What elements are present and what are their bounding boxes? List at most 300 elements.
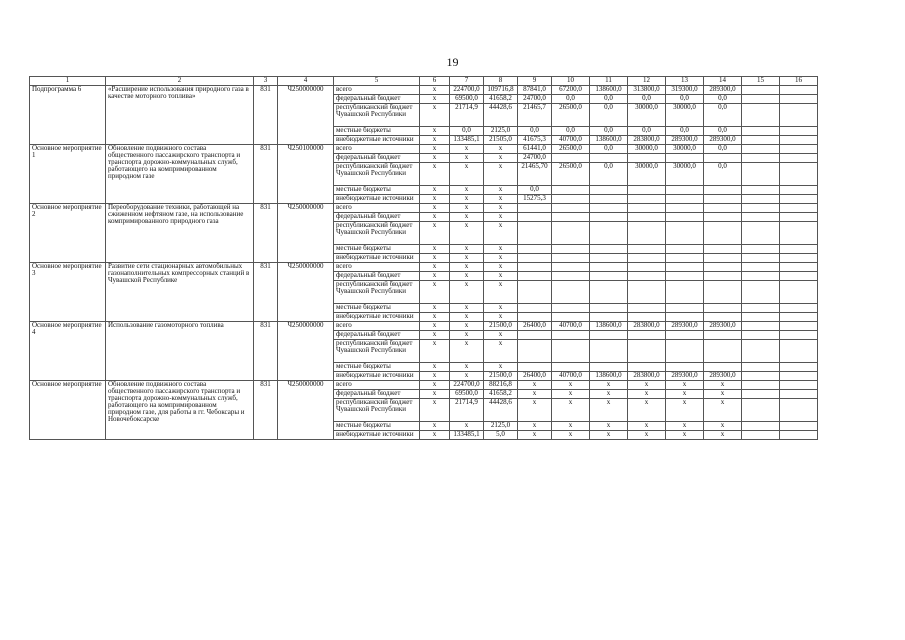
- value-cell: 21465,70: [518, 163, 552, 186]
- value-cell: x: [666, 422, 704, 431]
- value-cell: x: [450, 222, 484, 245]
- value-cell: 0,0: [704, 163, 742, 186]
- value-cell: [552, 254, 590, 263]
- value-cell: [590, 313, 628, 322]
- value-cell: 289300,0: [666, 322, 704, 331]
- value-cell: [628, 245, 666, 254]
- value-cell: 41675,3: [518, 136, 552, 145]
- value-cell: 40700,0: [552, 372, 590, 381]
- value-cell: [590, 222, 628, 245]
- value-cell: [552, 154, 590, 163]
- value-cell: [590, 204, 628, 213]
- value-cell: x: [666, 431, 704, 440]
- value-cell: [742, 104, 780, 127]
- value-cell: [742, 254, 780, 263]
- value-cell: [628, 154, 666, 163]
- value-cell: 30000,0: [666, 145, 704, 154]
- group-col3: 831: [254, 322, 278, 381]
- funding-source-label: республиканский бюджет Чувашской Республики: [334, 340, 420, 363]
- group-code: Ч250000000: [278, 204, 334, 263]
- funding-source-label: внебюджетные источники: [334, 372, 420, 381]
- value-cell: [704, 331, 742, 340]
- value-cell: [590, 304, 628, 313]
- value-cell: 138600,0: [590, 86, 628, 95]
- value-cell: [628, 254, 666, 263]
- value-cell: [552, 313, 590, 322]
- value-cell: [518, 340, 552, 363]
- group-description: «Расширение использования природного газа в качестве моторного топлива»: [106, 86, 254, 145]
- funding-source-label: всего: [334, 322, 420, 331]
- value-cell: x: [420, 304, 450, 313]
- value-cell: [666, 254, 704, 263]
- value-cell: [628, 331, 666, 340]
- value-cell: [666, 281, 704, 304]
- group-name: Основное мероприятие 2: [30, 204, 106, 263]
- value-cell: [590, 154, 628, 163]
- value-cell: x: [420, 363, 450, 372]
- value-cell: x: [484, 163, 518, 186]
- funding-source-label: местные бюджеты: [334, 304, 420, 313]
- value-cell: [704, 245, 742, 254]
- value-cell: x: [704, 431, 742, 440]
- value-cell: x: [450, 322, 484, 331]
- group-description: Обновление подвижного состава общественного пассажирского транспорта и транспорта дорожно-коммунальных служб, работающего на компримированном природном газе, для работы в гг. Чебоксары и Новочебоксарске: [106, 381, 254, 440]
- value-cell: 0,0: [704, 104, 742, 127]
- value-cell: x: [420, 222, 450, 245]
- value-cell: x: [552, 390, 590, 399]
- value-cell: 41658,2: [484, 390, 518, 399]
- funding-source-label: федеральный бюджет: [334, 331, 420, 340]
- value-cell: [742, 186, 780, 195]
- value-cell: 44428,6: [484, 104, 518, 127]
- value-cell: x: [484, 254, 518, 263]
- value-cell: [780, 145, 818, 154]
- value-cell: x: [484, 340, 518, 363]
- value-cell: x: [450, 263, 484, 272]
- value-cell: [628, 204, 666, 213]
- value-cell: [742, 281, 780, 304]
- value-cell: 133485,1: [450, 136, 484, 145]
- funding-source-label: всего: [334, 145, 420, 154]
- group-name: Основное мероприятие 1: [30, 145, 106, 204]
- value-cell: [780, 95, 818, 104]
- column-header-16: 16: [780, 77, 818, 86]
- value-cell: x: [420, 127, 450, 136]
- value-cell: [742, 304, 780, 313]
- funding-source-label: республиканский бюджет Чувашской Республики: [334, 222, 420, 245]
- group-description: Обновление подвижного состава общественного пассажирского транспорта и транспорта дорожно-коммунальных служб, работающего на компримированном природном газе: [106, 145, 254, 204]
- value-cell: x: [450, 254, 484, 263]
- value-cell: 0,0: [704, 145, 742, 154]
- value-cell: 0,0: [590, 95, 628, 104]
- value-cell: [590, 331, 628, 340]
- funding-source-label: местные бюджеты: [334, 186, 420, 195]
- value-cell: x: [420, 281, 450, 304]
- value-cell: [628, 363, 666, 372]
- value-cell: x: [420, 95, 450, 104]
- value-cell: x: [552, 422, 590, 431]
- value-cell: 26500,0: [552, 145, 590, 154]
- value-cell: [704, 263, 742, 272]
- table-row: [30, 204, 818, 213]
- value-cell: 313800,0: [628, 86, 666, 95]
- value-cell: [780, 254, 818, 263]
- value-cell: x: [628, 390, 666, 399]
- value-cell: x: [484, 186, 518, 195]
- value-cell: 0,0: [518, 186, 552, 195]
- value-cell: [590, 186, 628, 195]
- value-cell: [518, 263, 552, 272]
- value-cell: [780, 104, 818, 127]
- value-cell: [780, 222, 818, 245]
- funding-source-label: республиканский бюджет Чувашской Республики: [334, 399, 420, 422]
- column-header-4: 4: [278, 77, 334, 86]
- value-cell: [742, 127, 780, 136]
- value-cell: x: [484, 213, 518, 222]
- funding-source-label: внебюджетные источники: [334, 195, 420, 204]
- value-cell: 0,0: [666, 127, 704, 136]
- value-cell: [666, 304, 704, 313]
- funding-source-label: федеральный бюджет: [334, 154, 420, 163]
- funding-source-label: республиканский бюджет Чувашской Республики: [334, 163, 420, 186]
- value-cell: x: [420, 245, 450, 254]
- value-cell: [780, 422, 818, 431]
- value-cell: [552, 272, 590, 281]
- column-header-3: 3: [254, 77, 278, 86]
- value-cell: [628, 222, 666, 245]
- value-cell: [666, 195, 704, 204]
- value-cell: x: [420, 399, 450, 422]
- value-cell: [704, 195, 742, 204]
- value-cell: x: [628, 399, 666, 422]
- value-cell: [742, 195, 780, 204]
- value-cell: [628, 213, 666, 222]
- value-cell: 138600,0: [590, 372, 628, 381]
- value-cell: x: [420, 313, 450, 322]
- value-cell: 41658,2: [484, 95, 518, 104]
- value-cell: x: [420, 145, 450, 154]
- value-cell: x: [450, 272, 484, 281]
- value-cell: [704, 254, 742, 263]
- value-cell: x: [704, 381, 742, 390]
- value-cell: [518, 304, 552, 313]
- value-cell: [742, 340, 780, 363]
- value-cell: [518, 363, 552, 372]
- group-description: Развитие сети стационарных автомобильных газонаполнительных компрессорных станций в Чувашской Республике: [106, 263, 254, 322]
- value-cell: [742, 154, 780, 163]
- value-cell: [628, 340, 666, 363]
- value-cell: [666, 186, 704, 195]
- value-cell: x: [518, 390, 552, 399]
- value-cell: 319300,0: [666, 86, 704, 95]
- value-cell: [666, 340, 704, 363]
- group-col3: 831: [254, 381, 278, 440]
- value-cell: [742, 399, 780, 422]
- value-cell: [552, 263, 590, 272]
- value-cell: [742, 431, 780, 440]
- value-cell: [704, 272, 742, 281]
- value-cell: x: [518, 381, 552, 390]
- value-cell: [742, 86, 780, 95]
- value-cell: 133485,1: [450, 431, 484, 440]
- value-cell: [628, 263, 666, 272]
- value-cell: x: [420, 136, 450, 145]
- value-cell: x: [420, 390, 450, 399]
- value-cell: 224700,0: [450, 86, 484, 95]
- value-cell: 0,0: [666, 95, 704, 104]
- value-cell: 0,0: [518, 127, 552, 136]
- value-cell: [742, 163, 780, 186]
- table-body: [30, 77, 818, 440]
- value-cell: 26400,0: [518, 372, 552, 381]
- value-cell: 289300,0: [704, 136, 742, 145]
- value-cell: [780, 331, 818, 340]
- value-cell: 87841,0: [518, 86, 552, 95]
- value-cell: [780, 263, 818, 272]
- value-cell: [704, 222, 742, 245]
- value-cell: 109716,8: [484, 86, 518, 95]
- value-cell: x: [450, 372, 484, 381]
- value-cell: x: [552, 399, 590, 422]
- value-cell: x: [484, 263, 518, 272]
- value-cell: [552, 204, 590, 213]
- funding-source-label: всего: [334, 204, 420, 213]
- column-header-8: 8: [484, 77, 518, 86]
- value-cell: 30000,0: [628, 145, 666, 154]
- value-cell: [780, 363, 818, 372]
- value-cell: [628, 281, 666, 304]
- value-cell: x: [450, 213, 484, 222]
- value-cell: [518, 272, 552, 281]
- value-cell: 88216,8: [484, 381, 518, 390]
- group-col3: 831: [254, 263, 278, 322]
- value-cell: x: [420, 272, 450, 281]
- value-cell: 289300,0: [704, 322, 742, 331]
- value-cell: [780, 127, 818, 136]
- value-cell: [780, 163, 818, 186]
- value-cell: x: [484, 222, 518, 245]
- value-cell: x: [590, 431, 628, 440]
- value-cell: x: [420, 372, 450, 381]
- value-cell: 24700,0: [518, 154, 552, 163]
- value-cell: 30000,0: [666, 104, 704, 127]
- value-cell: 0,0: [628, 127, 666, 136]
- value-cell: 15275,3: [518, 195, 552, 204]
- funding-source-label: внебюджетные источники: [334, 254, 420, 263]
- value-cell: x: [420, 431, 450, 440]
- value-cell: [704, 213, 742, 222]
- value-cell: x: [552, 381, 590, 390]
- funding-source-label: внебюджетные источники: [334, 313, 420, 322]
- value-cell: 5,0: [484, 431, 518, 440]
- value-cell: [742, 204, 780, 213]
- value-cell: x: [484, 272, 518, 281]
- value-cell: [552, 304, 590, 313]
- value-cell: x: [420, 254, 450, 263]
- column-header-6: 6: [420, 77, 450, 86]
- value-cell: [780, 86, 818, 95]
- value-cell: [590, 213, 628, 222]
- value-cell: [518, 254, 552, 263]
- group-description: Переоборудование техники, работающей на сжиженном нефтяном газе, на использование компримированного природного газа: [106, 204, 254, 263]
- value-cell: [742, 422, 780, 431]
- value-cell: [704, 186, 742, 195]
- value-cell: x: [552, 431, 590, 440]
- value-cell: [742, 222, 780, 245]
- value-cell: [628, 272, 666, 281]
- value-cell: [780, 304, 818, 313]
- group-col3: 831: [254, 204, 278, 263]
- value-cell: [780, 281, 818, 304]
- value-cell: [666, 213, 704, 222]
- group-name: Основное мероприятие 4: [30, 322, 106, 381]
- value-cell: [518, 213, 552, 222]
- value-cell: 40700,0: [552, 136, 590, 145]
- value-cell: x: [704, 399, 742, 422]
- value-cell: x: [484, 245, 518, 254]
- value-cell: [742, 363, 780, 372]
- value-cell: [780, 399, 818, 422]
- value-cell: x: [420, 340, 450, 363]
- value-cell: [552, 281, 590, 304]
- value-cell: [742, 322, 780, 331]
- value-cell: x: [628, 381, 666, 390]
- value-cell: x: [590, 381, 628, 390]
- value-cell: x: [420, 422, 450, 431]
- value-cell: [628, 304, 666, 313]
- value-cell: [742, 331, 780, 340]
- value-cell: [780, 390, 818, 399]
- value-cell: x: [450, 340, 484, 363]
- value-cell: [666, 313, 704, 322]
- value-cell: 138600,0: [590, 136, 628, 145]
- value-cell: x: [420, 381, 450, 390]
- value-cell: [552, 222, 590, 245]
- value-cell: [742, 313, 780, 322]
- value-cell: x: [484, 154, 518, 163]
- value-cell: 69500,0: [450, 95, 484, 104]
- value-cell: 289300,0: [666, 136, 704, 145]
- table-row: [30, 263, 818, 272]
- value-cell: 21500,0: [484, 372, 518, 381]
- value-cell: 0,0: [704, 95, 742, 104]
- value-cell: [628, 313, 666, 322]
- column-header-12: 12: [628, 77, 666, 86]
- value-cell: [704, 154, 742, 163]
- value-cell: 0,0: [628, 95, 666, 104]
- value-cell: x: [420, 195, 450, 204]
- funding-source-label: всего: [334, 86, 420, 95]
- table-row: [30, 381, 818, 390]
- value-cell: [780, 213, 818, 222]
- value-cell: [704, 281, 742, 304]
- value-cell: x: [450, 186, 484, 195]
- value-cell: x: [704, 390, 742, 399]
- group-code: Ч250100000: [278, 145, 334, 204]
- value-cell: x: [518, 431, 552, 440]
- value-cell: [590, 245, 628, 254]
- table-row: [30, 145, 818, 154]
- value-cell: [552, 363, 590, 372]
- value-cell: x: [666, 381, 704, 390]
- funding-source-label: внебюджетные источники: [334, 431, 420, 440]
- value-cell: 21714,9: [450, 104, 484, 127]
- value-cell: 67200,0: [552, 86, 590, 95]
- funding-source-label: местные бюджеты: [334, 363, 420, 372]
- value-cell: 61441,0: [518, 145, 552, 154]
- value-cell: [742, 372, 780, 381]
- value-cell: 40700,0: [552, 322, 590, 331]
- table-row: [30, 86, 818, 95]
- value-cell: [742, 213, 780, 222]
- column-header-15: 15: [742, 77, 780, 86]
- value-cell: [704, 304, 742, 313]
- column-header-13: 13: [666, 77, 704, 86]
- value-cell: [552, 331, 590, 340]
- value-cell: [666, 245, 704, 254]
- value-cell: [742, 245, 780, 254]
- column-header-7: 7: [450, 77, 484, 86]
- value-cell: [742, 263, 780, 272]
- value-cell: 44428,6: [484, 399, 518, 422]
- value-cell: [780, 372, 818, 381]
- funding-source-label: федеральный бюджет: [334, 95, 420, 104]
- value-cell: [704, 313, 742, 322]
- value-cell: [552, 213, 590, 222]
- group-code: Ч250000000: [278, 381, 334, 440]
- table-row: [30, 322, 818, 331]
- value-cell: [742, 390, 780, 399]
- value-cell: [780, 195, 818, 204]
- value-cell: x: [450, 195, 484, 204]
- value-cell: 289300,0: [704, 372, 742, 381]
- funding-source-label: федеральный бюджет: [334, 390, 420, 399]
- value-cell: [780, 204, 818, 213]
- value-cell: [742, 272, 780, 281]
- group-name: Подпрограмма 6: [30, 86, 106, 145]
- value-cell: x: [484, 313, 518, 322]
- value-cell: [590, 272, 628, 281]
- value-cell: 0,0: [552, 95, 590, 104]
- value-cell: x: [518, 422, 552, 431]
- value-cell: 30000,0: [628, 163, 666, 186]
- value-cell: [780, 431, 818, 440]
- value-cell: x: [450, 304, 484, 313]
- value-cell: x: [628, 431, 666, 440]
- funding-source-label: местные бюджеты: [334, 245, 420, 254]
- value-cell: [628, 186, 666, 195]
- column-header-10: 10: [552, 77, 590, 86]
- value-cell: [590, 263, 628, 272]
- value-cell: [518, 204, 552, 213]
- value-cell: x: [420, 213, 450, 222]
- value-cell: x: [450, 154, 484, 163]
- group-code: Ч250000000: [278, 322, 334, 381]
- value-cell: x: [666, 399, 704, 422]
- value-cell: x: [484, 304, 518, 313]
- value-cell: [704, 340, 742, 363]
- value-cell: [666, 263, 704, 272]
- value-cell: x: [704, 422, 742, 431]
- value-cell: x: [484, 145, 518, 154]
- value-cell: x: [484, 195, 518, 204]
- column-header-11: 11: [590, 77, 628, 86]
- funding-source-label: местные бюджеты: [334, 422, 420, 431]
- value-cell: 30000,0: [666, 163, 704, 186]
- value-cell: x: [518, 399, 552, 422]
- value-cell: 289300,0: [666, 372, 704, 381]
- value-cell: [666, 222, 704, 245]
